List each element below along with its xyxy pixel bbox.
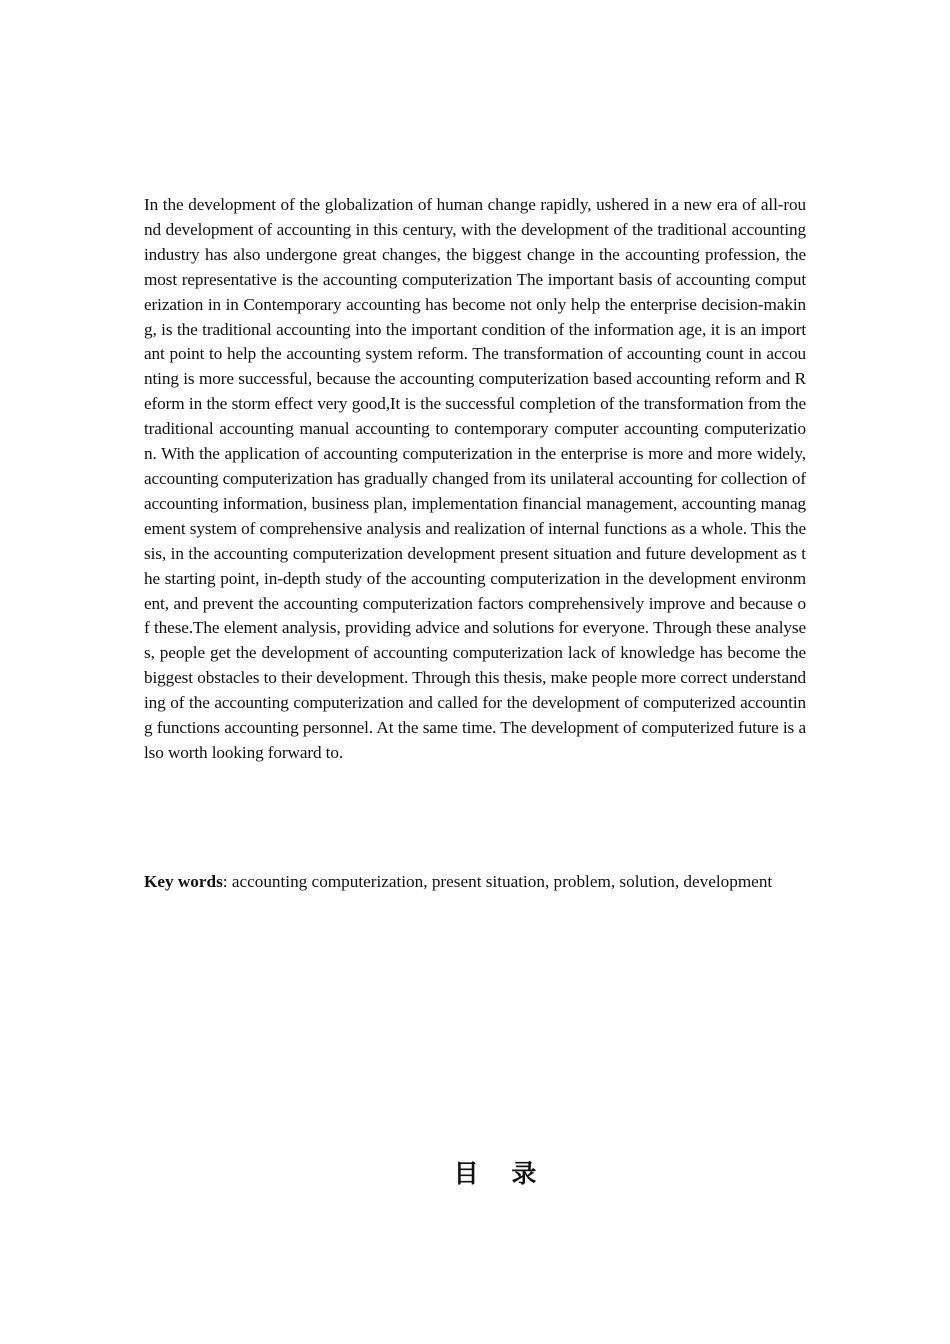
table-of-contents-title: 目 录 bbox=[453, 1159, 549, 1188]
keywords-label: Key words bbox=[144, 872, 223, 891]
abstract-paragraph: In the development of the globalization of human change rapidly, ushered in a new era of all-round development of accounting in this century, with the development of the traditional accounting industry has also undergone great changes, the biggest change in the accounting profession, the most representative is the accounting computerization The important basis of accounting computerization in in Contemporary accounting has become not only help the enterprise decision-making, is the traditional accounting into the important condition of the information age, it is an important point to help the accounting system reform. The transformation of accounting count in accounting is more successful, because the accounting computerization based accounting reform and Reform in the storm effect very good,It is the successful completion of the transformation from the traditional accounting manual accounting to contemporary computer accounting computerization. With the application of accounting computerization in the enterprise is more and more widely, accounting computerization has gradually changed from its unilateral accounting for collection of accounting information, business plan, implementation financial management, accounting management system of comprehensive analysis and realization of internal functions as a whole. This thesis, in the accounting computerization development present situation and future development as the starting point, in-depth study of the accounting computerization in the development environment, and prevent the accounting computerization factors comprehensively improve and because of these.The element analysis, providing advice and solutions for everyone. Through these analyses, people get the development of accounting computerization lack of knowledge has become the biggest obstacles to their development. Through this thesis, make people more correct understanding of the accounting computerization and called for the development of computerized accounting functions accounting personnel. At the same time. The development of computerized future is also worth looking forward to. bbox=[144, 195, 806, 762]
keywords-separator: : bbox=[222, 872, 232, 891]
keywords-line bbox=[144, 863, 806, 900]
keywords-text: accounting computerization, present situation, problem, solution, development bbox=[231, 872, 773, 891]
